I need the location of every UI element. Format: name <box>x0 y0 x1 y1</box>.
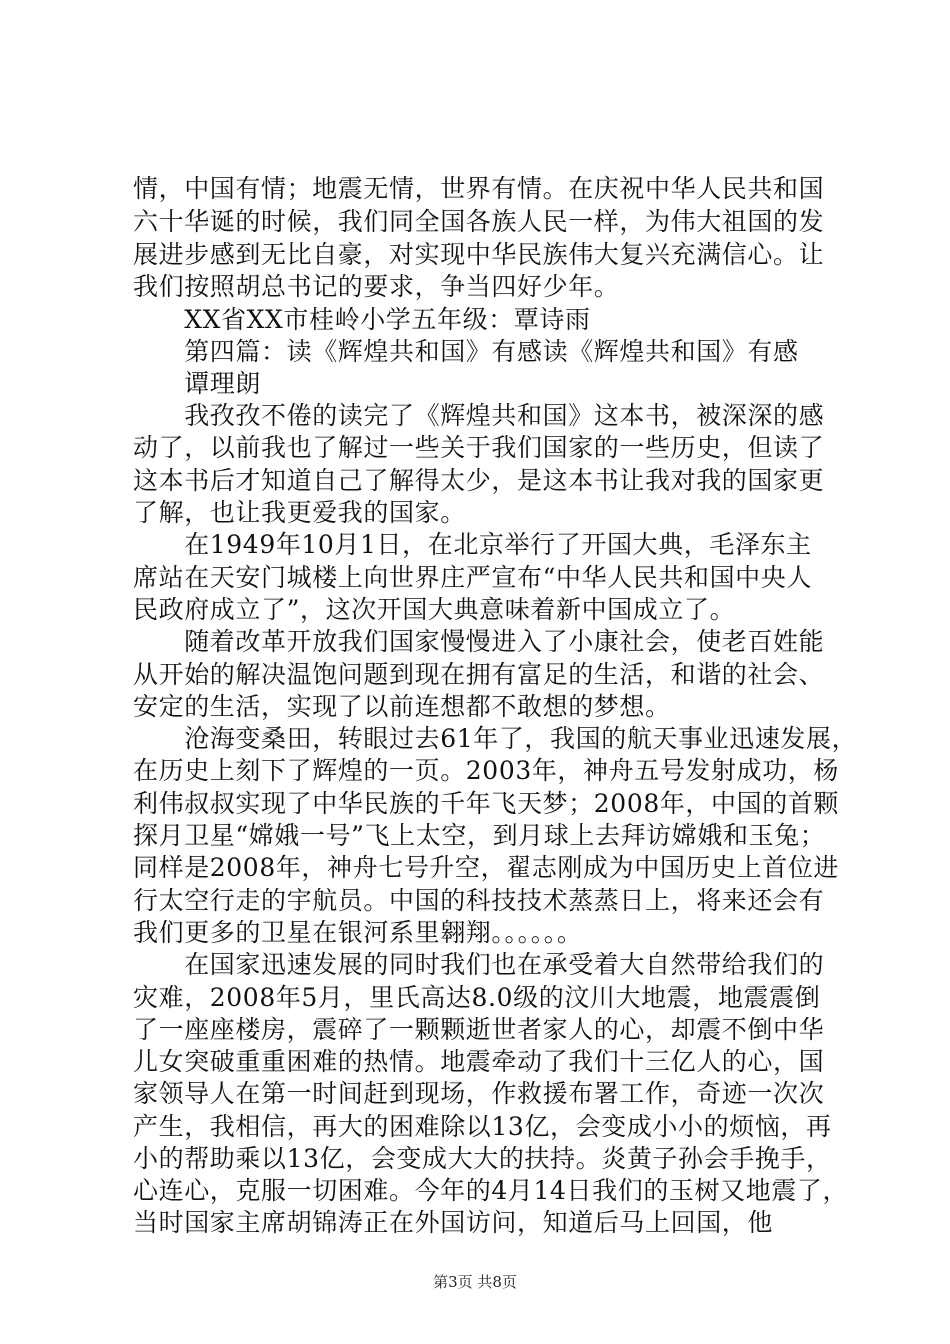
section-heading: 第四篇：读《辉煌共和国》有感读《辉煌共和国》有感 <box>133 337 799 366</box>
text-line: 展进步感到无比自豪，对实现中华民族伟大复兴充满信心。让 <box>133 240 825 269</box>
author-line: XX省XX市桂岭小学五年级：覃诗雨 <box>133 305 591 334</box>
text-line: 当时国家主席胡锦涛正在外国访问，知道后马上回国，他 <box>133 1208 774 1237</box>
author-line: 谭理朗 <box>133 369 262 398</box>
text-line: 灾难，2008年5月，里氏高达8.0级的汶川大地震，地震震倒 <box>133 983 821 1012</box>
text-line: 在国家迅速发展的同时我们也在承受着大自然带给我们的 <box>133 950 825 979</box>
text-line: 情，中国有情；地震无情，世界有情。在庆祝中华人民共和国 <box>133 174 825 203</box>
text-line: 心连心，克服一切困难。今年的4月14日我们的玉树又地震了， <box>133 1176 849 1205</box>
text-line: 产生，我相信，再大的困难除以13亿，会变成小小的烦恼，再 <box>133 1112 832 1141</box>
text-line: 探月卫星“嫦娥一号”飞上太空，到月球上去拜访嫦娥和玉兔； <box>133 821 826 850</box>
text-line: 动了，以前我也了解过一些关于我们国家的一些历史，但读了 <box>133 433 825 462</box>
text-line: 随着改革开放我们国家慢慢进入了小康社会，使老百姓能 <box>133 627 825 656</box>
text-line: 从开始的解决温饱问题到现在拥有富足的生活，和谐的社会、 <box>133 660 825 689</box>
text-line: 民政府成立了”，这次开国大典意味着新中国成立了。 <box>133 595 736 624</box>
text-line: 六十华诞的时候，我们同全国各族人民一样，为伟大祖国的发 <box>133 207 825 236</box>
text-line: 了解，也让我更爱我的国家。 <box>133 498 466 527</box>
text-line: 在1949年10月1日，在北京举行了开国大典，毛泽东主 <box>133 530 812 559</box>
text-line: 我们更多的卫星在银河系里翱翔。。。。。。 <box>133 918 583 947</box>
text-line: 沧海变桑田，转眼过去61年了，我国的航天事业迅速发展， <box>133 724 858 753</box>
text-line: 儿女突破重重困难的热情。地震牵动了我们十三亿人的心，国 <box>133 1047 825 1076</box>
text-line: 我们按照胡总书记的要求，争当四好少年。 <box>133 272 620 301</box>
text-line: 利伟叔叔实现了中华民族的千年飞天梦；2008年，中国的首颗 <box>133 789 840 818</box>
text-line: 这本书后才知道自己了解得太少，是这本书让我对我的国家更 <box>133 466 825 495</box>
text-line: 在历史上刻下了辉煌的一页。2003年，神舟五号发射成功，杨 <box>133 756 840 785</box>
text-line: 了一座座楼房，震碎了一颗颗逝世者家人的心，却震不倒中华 <box>133 1015 825 1044</box>
text-line: 行太空行走的宇航员。中国的科技技术蒸蒸日上，将来还会有 <box>133 886 825 915</box>
text-line: 安定的生活，实现了以前连想都不敢想的梦想。 <box>133 692 671 721</box>
text-line: 席站在天安门城楼上向世界庄严宣布“中华人民共和国中央人 <box>133 563 812 592</box>
text-line: 同样是2008年，神舟七号升空，翟志刚成为中国历史上首位进 <box>133 853 840 882</box>
page-number: 第3页 共8页 <box>433 1273 517 1291</box>
text-line: 家领导人在第一时间赶到现场，作救援布署工作，奇迹一次次 <box>133 1079 825 1108</box>
text-line: 我孜孜不倦的读完了《辉煌共和国》这本书，被深深的感 <box>133 401 825 430</box>
text-line: 小的帮助乘以13亿，会变成大大的扶持。炎黄子孙会手挽手， <box>133 1144 832 1173</box>
